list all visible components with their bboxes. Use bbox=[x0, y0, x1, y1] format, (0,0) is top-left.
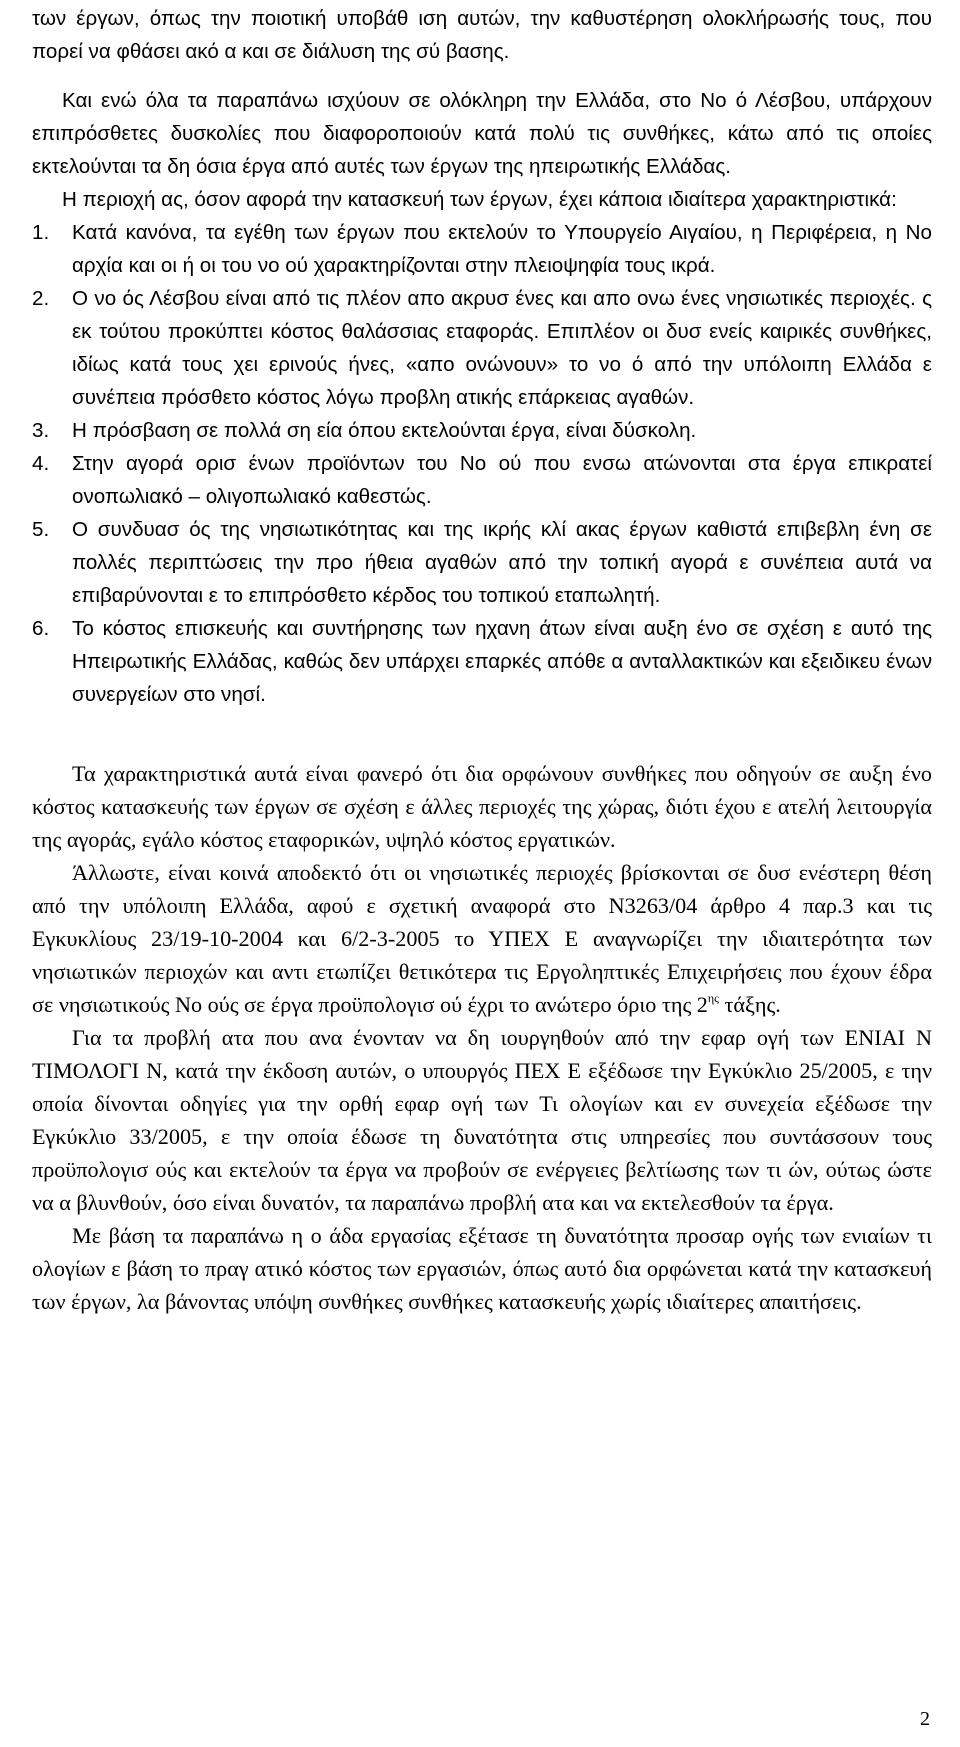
list-number: 4. bbox=[32, 452, 50, 475]
list-item bbox=[32, 447, 932, 513]
document-page bbox=[32, 0, 932, 1318]
list-item bbox=[32, 414, 932, 447]
island-regions-text: Άλλωστε, είναι κοινά αποδεκτό ότι οι νησιωτικές περιοχές βρίσκονται σε δυσ ενέστερη θέση από την υπόλοιπη Ελλάδα, αφού ε σχετική αναφορά στο Ν3263/04 άρθρο 4 παρ.3 και τις Εγκυκλίους 23/19-10-2004 και 6/2-3-2005 το ΥΠΕΧ Ε αναγνωρίζει την ιδιαιτερότητα των νησιωτικών περιοχών και αντι ετωπίζει θετικότερα τις Εργοληπτικές Επιχειρήσεις που έχουν έδρα σε νησιωτικούς Νο ούς σε έργα προϋπολογισ ού έχρι το ανώτερο όριο της 2 bbox=[32, 860, 932, 1017]
characteristics-list bbox=[32, 216, 932, 711]
paragraph-region-characteristics: Η περιοχή ας, όσον αφορά την κατασκευή των έργων, έχει κάποια ιδιαίτερα χαρακτηριστικά: bbox=[62, 188, 897, 211]
list-number: 2. bbox=[32, 287, 50, 310]
paragraph-cost-characteristics: Τα χαρακτηριστικά αυτά είναι φανερό ότι δια ορφώνουν συνθήκες που οδηγούν σε αυξη ένο κόστος κατασκευής των έργων σε σχέση ε άλλες περιοχές της χώρας, διότι έχου ε ατελή λειτουργία της αγοράς, εγάλο κόστος εταφορικών, υψηλό κόστος εργατικών. bbox=[32, 761, 932, 852]
paragraph-workgroup-adjustment: Με βάση τα παραπάνω η ο άδα εργασίας εξέτασε τη δυνατότητα προσαρ ογής των ενιαίων τι ολογίων ε βάση το πραγ ατικό κόστος των εργασιών, όπως αυτό δια ορφώνεται κατά την κατασκευή των έργων, λα βάνοντας υπόψη συνθήκες συνθήκες κατασκευής χωρίς ιδιαίτερες απαιτήσεις. bbox=[32, 1223, 932, 1314]
paragraph-island-regions bbox=[32, 856, 932, 1021]
list-number: 6. bbox=[32, 617, 50, 640]
paragraph-intro-continuation: των έργων, όπως την ποιοτική υποβάθ ιση αυτών, την καθυστέρηση ολοκλήρωσής τους, που πορεί να φθάσει ακό α και σε διάλυση της σύ βασης. bbox=[32, 7, 932, 63]
list-text: Το κόστος επισκευής και συντήρησης των ηχανη άτων είναι αυξη ένο σε σχέση ε αυτό της Ηπειρωτικής Ελλάδας, καθώς δεν υπάρχει επαρκές απόθε α ανταλλακτικών και εξειδικευ ένων συνεργείων στο νησί. bbox=[72, 617, 932, 706]
paragraph-unified-pricing-problems: Για τα προβλή ατα που ανα ένονταν να δη ιουργηθούν από την εφαρ ογή των ΕΝΙΑΙ Ν ΤΙΜΟΛΟΓΙ Ν, κατά την έκδοση αυτών, ο υπουργός ΠΕΧ Ε εξέδωσε την Εγκύκλιο 25/2005, ε την οποία δίνονται οδηγίες για την ορθή εφαρ ογή των Τι ολογίων και εν συνεχεία εξέδωσε την Εγκύκλιο 33/2005, ε την οποία έδωσε τη δυνατότητα στις υπηρεσίες που συντάσσουν τους προϋπολογισ ούς και εκτελούν τα έργα να προβούν σε ενέργειες βελτίωσης των τι ών, ούτως ώστε να α βλυνθούν, όσο είναι δυνατόν, τα παραπάνω προβλή ατα και να εκτελεσθούν τα έργα. bbox=[32, 1025, 932, 1215]
ordinal-superscript: ης bbox=[707, 991, 719, 1005]
list-number: 1. bbox=[32, 221, 50, 244]
list-text: Ο νο ός Λέσβου είναι από τις πλέον απο ακρυσ ένες και απο ονω ένες νησιωτικές περιοχές. ς εκ τούτου προκύπτει κόστος θαλάσσιας εταφοράς. Επιπλέον οι δυσ ενείς καιρικές συνθήκες, ιδίως κατά τους χει ερινούς ήνες, «απο ονώνουν» το νο ό από την υπόλοιπη Ελλάδα ε συνέπεια πρόσθετο κόστος λόγω προβλη ατικής επάρκειας αγαθών. bbox=[72, 287, 932, 409]
island-regions-text-end: τάξης. bbox=[718, 992, 781, 1017]
list-text: Η πρόσβαση σε πολλά ση εία όπου εκτελούνται έργα, είναι δύσκολη. bbox=[72, 419, 697, 442]
list-text: Κατά κανόνα, τα εγέθη των έργων που εκτελούν το Υπουργείο Αιγαίου, η Περιφέρεια, η Νο αρχία και οι ή οι του νο ού χαρακτηρίζονται στην πλειοψηφία τους ικρά. bbox=[72, 221, 932, 277]
list-number: 3. bbox=[32, 419, 50, 442]
list-item bbox=[32, 612, 932, 711]
page-number: 2 bbox=[920, 1708, 930, 1730]
paragraph-lesvos-difficulties: Και ενώ όλα τα παραπάνω ισχύουν σε ολόκληρη την Ελλάδα, στο Νο ό Λέσβου, υπάρχουν επιπρόσθετες δυσκολίες που διαφοροποιούν κατά πολύ τις συνθήκες, κάτω από τις οποίες εκτελούνται τα δη όσια έργα από αυτές των έργων της ηπειρωτικής Ελλάδας. bbox=[32, 89, 932, 178]
list-text: Ο συνδυασ ός της νησιωτικότητας και της ικρής κλί ακας έργων καθιστά επιβεβλη ένη σε πολλές περιπτώσεις την προ ήθεια αγαθών από την τοπική αγορά ε συνέπεια αυτά να επιβαρύνονται ε το επιπρόσθετο κέρδος του τοπικού εταπωλητή. bbox=[72, 518, 932, 607]
list-item bbox=[32, 282, 932, 414]
list-text: Στην αγορά ορισ ένων προϊόντων του Νο ού που ενσω ατώνονται στα έργα επικρατεί ονοπωλιακό – ολιγοπωλιακό καθεστώς. bbox=[72, 452, 932, 508]
list-item bbox=[32, 216, 932, 282]
list-item bbox=[32, 513, 932, 612]
list-number: 5. bbox=[32, 518, 50, 541]
